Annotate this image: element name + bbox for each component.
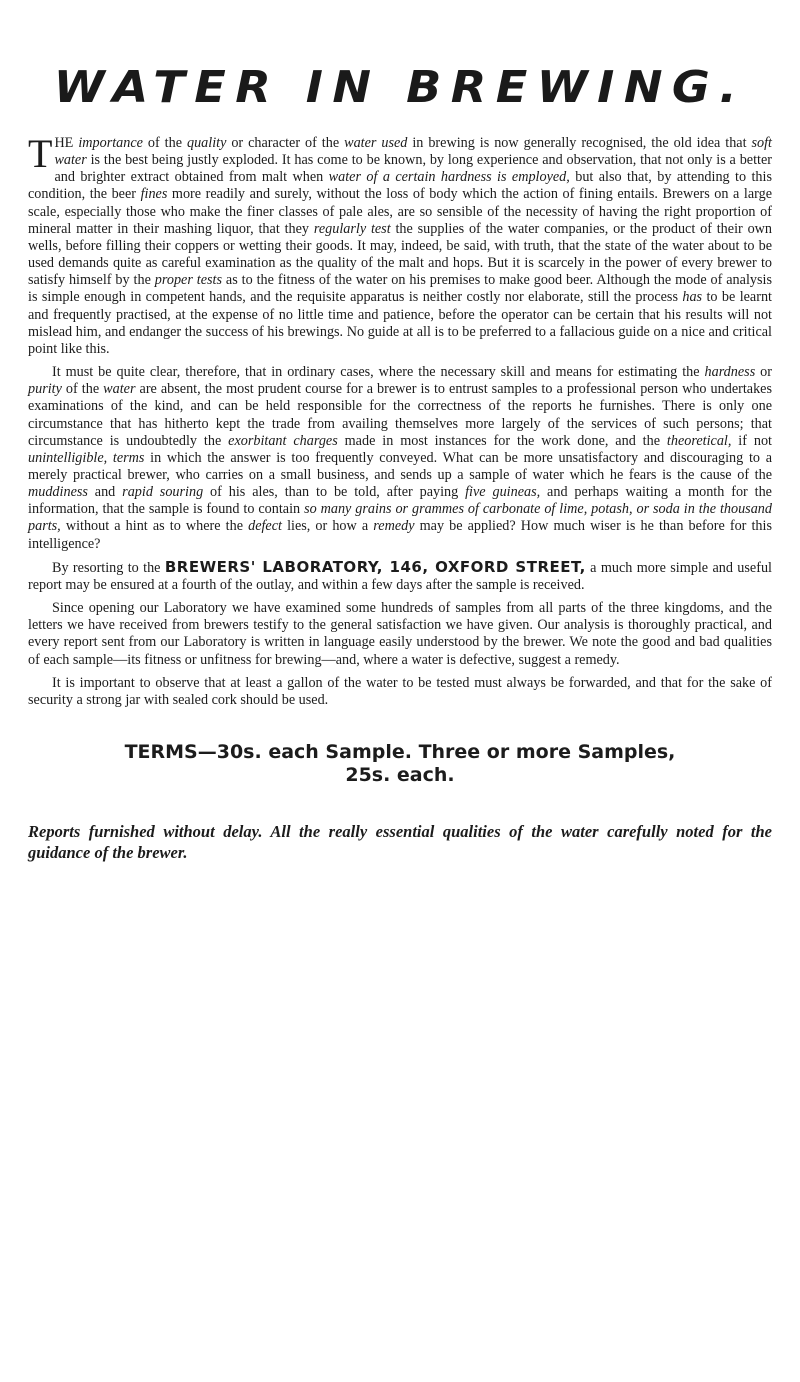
page-title: WATER IN BREWING.: [53, 62, 747, 113]
article-body: [28, 131, 773, 709]
text-run: the supplies of the water companies, or the product of their own wells, before filling their coppers or wetting their goods. It may, indeed, be said, with truth, that the state of the water about to be used demands quite as careful examination as the quality of the malt and hops. But it is scarcely in the power of every brewer to satisfy himself by the: [28, 220, 773, 289]
emphasis: theoretical,: [666, 432, 732, 449]
text-run: or: [755, 364, 772, 381]
text-run: is the best being justly exploded. It has come to be known, by long experience and observation, that not only is a better and brighter extract obtained from malt when: [54, 152, 772, 186]
paragraph-importance: [28, 131, 773, 358]
text-run: to be learnt and frequently practised, at the expense of no little time and patience, before the operator can be certain that his results will not mislead him, and endanger the success of his brewings. No guide at all is to be preferred to a fallacious guide on a nice and critical point like this.: [28, 289, 772, 357]
emphasis: fines: [140, 186, 168, 203]
emphasis: unintelligible, terms: [28, 449, 145, 466]
emphasis: proper tests: [154, 272, 223, 289]
emphasis: remedy: [373, 518, 415, 535]
emphasis: hardness: [704, 364, 756, 381]
text-run: It must be quite clear, therefore, that in ordinary cases, where the necessary skill and means for estimating the: [52, 364, 705, 381]
text-run: may be applied? How much wiser is he than before for this intelligence?: [28, 518, 772, 552]
text-run: more readily and surely, without the loss of body which the action of fining entails. Brewers on a large scale, especially those who make the finer classes of pale ales, are so sensible of the necessity of having the right proportion of mineral matter in their mashing liquor, that they: [28, 186, 773, 237]
advertisement-page: [28, 0, 772, 863]
text-run: By resorting to the: [52, 559, 165, 576]
emphasis: defect: [248, 518, 282, 535]
text-run: or character of the: [226, 135, 345, 151]
text-run: of the: [61, 381, 104, 398]
emphasis: water: [103, 381, 136, 398]
emphasis: has: [682, 289, 703, 306]
reports-note: Reports furnished without delay. All the really essential qualities of the water carefully noted for the guidance of the brewer.: [28, 822, 772, 862]
terms-line-1: TERMS—30s. each Sample. Three or more Samples,: [124, 741, 676, 763]
emphasis: purity: [28, 381, 62, 398]
emphasis: regularly test: [313, 220, 391, 237]
text-run: a much more simple and useful report may be ensured at a fourth of the outlay, and within a few days after the sample is received.: [28, 559, 772, 593]
text-run: in brewing is now generally recognised, the old idea that: [407, 135, 752, 151]
text-run: and: [87, 484, 123, 501]
drop-cap: T: [28, 131, 53, 176]
text-run: made in most instances for the work done, and the: [337, 432, 667, 449]
paragraph-gallon-note: It is important to observe that at least a gallon of the water to be tested must always be forwarded, and that for the sake of security a strong jar with sealed cork should be used.: [28, 674, 772, 708]
text-run: of the: [142, 135, 187, 151]
emphasis: soft water: [54, 135, 772, 169]
emphasis: five guineas,: [465, 484, 541, 501]
emphasis: rapid souring: [122, 484, 204, 501]
text-run: without a hint as to where the: [60, 518, 249, 535]
terms-block: [28, 741, 772, 787]
text-run: in which the answer is too frequently conveyed. What can be more unsatisfactory and discouraging to a merely practical brewer, who carries on a small business, and sends up a sample of water which he fears is the cause of the: [28, 449, 773, 483]
emphasis: exorbitant charges: [228, 432, 338, 449]
text-run: as to the fitness of the water on his premises to make good beer. Although the mode of analysis is simple enough in competent hands, and the requisite apparatus is neither costly nor elaborate, still the process: [28, 272, 772, 306]
text-run: and perhaps waiting a month for the information, that the sample is found to contain: [28, 484, 772, 518]
text-run: if not: [731, 432, 772, 449]
terms-line-2: 25s. each.: [345, 764, 455, 786]
laboratory-address: BREWERS' LABORATORY, 146, OXFORD STREET,: [164, 557, 586, 576]
text-run: but also that, by attending to this condition, the beer: [28, 169, 772, 203]
emphasis: so many grains or grammes of carbonate of lime, potash, or soda in the thousand parts,: [28, 501, 772, 535]
paragraph-laboratory: [28, 559, 772, 594]
emphasis: muddiness: [28, 484, 88, 501]
paragraph-clear: [28, 364, 772, 553]
text-run: are absent, the most prudent course for a brewer is to entrust samples to a professional person who undertakes examinations of the kind, and can be held responsible for the correctness of the reports he furnishes. There is only one circumstance that has hitherto kept the trade from availing themselves more largely of the services of such persons; that circumstance is undoubtedly the: [28, 381, 772, 449]
text-run: lies, or how a: [281, 518, 374, 535]
emphasis: water used: [344, 135, 408, 151]
paragraph-since-opening: Since opening our Laboratory we have examined some hundreds of samples from all parts of the three kingdoms, and the letters we have received from brewers testify to the general satisfaction we have given. Our analysis is thoroughly practical, and every report sent from our Laboratory is written in language easily understood by the brewer. We note the good and bad qualities of each sample—its fitness or unfitness for brewing—and, where a water is defective, suggest a remedy.: [28, 600, 772, 668]
text-run: HE: [54, 135, 79, 151]
emphasis: quality: [186, 135, 227, 151]
text-run: of his ales, than to be told, after paying: [203, 484, 466, 501]
emphasis: water of a certain hardness is employed,: [328, 169, 570, 186]
emphasis: importance: [78, 135, 143, 151]
